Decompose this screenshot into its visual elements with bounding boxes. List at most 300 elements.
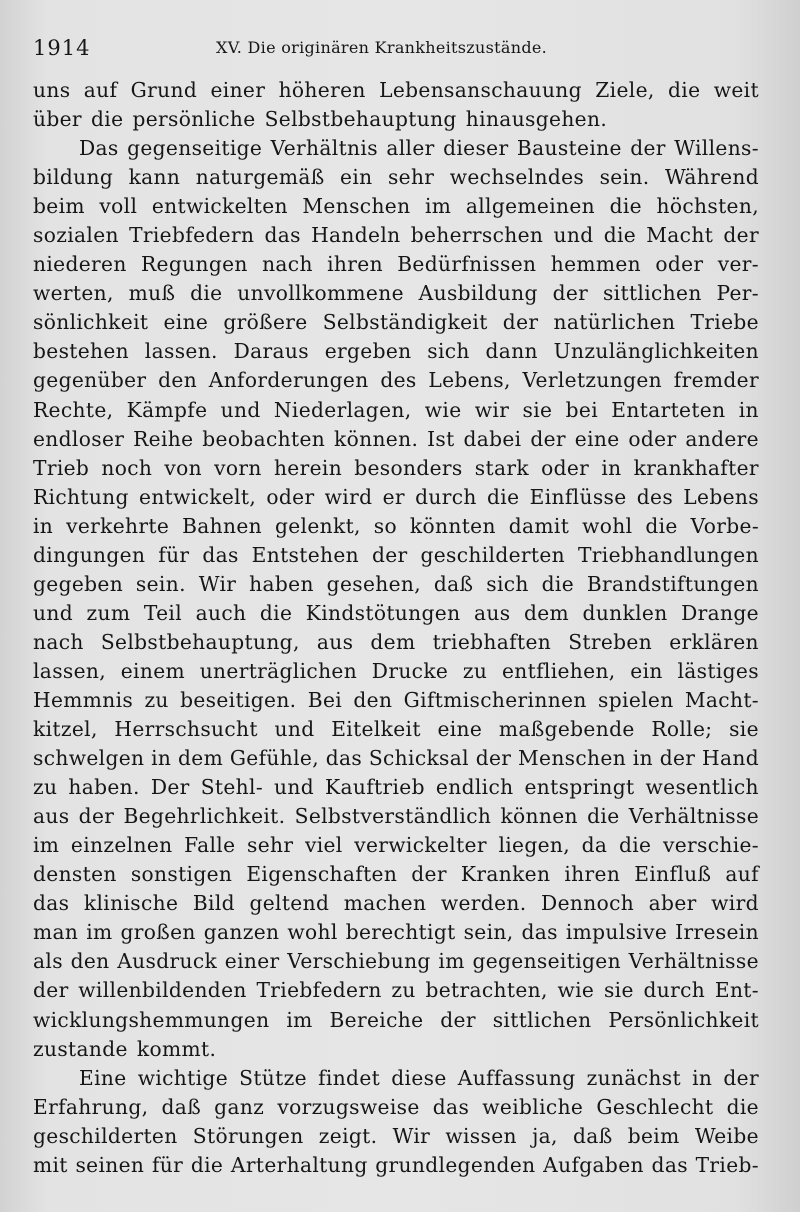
word: wechselndes — [449, 165, 585, 190]
word: sozialen — [33, 223, 119, 248]
word: der — [723, 1065, 759, 1090]
word: sie — [522, 397, 553, 422]
word: eine — [163, 310, 209, 335]
word: hinausgehen. — [465, 107, 608, 132]
word: einzelnen — [70, 833, 173, 858]
word: die — [190, 1152, 224, 1177]
word: die — [587, 804, 620, 829]
word: zustande — [33, 1036, 128, 1061]
word: oder — [628, 426, 677, 451]
word: können. — [334, 426, 419, 451]
word: Bei — [307, 687, 343, 712]
text-line — [33, 512, 759, 541]
word: der — [630, 136, 666, 161]
text-line — [33, 396, 759, 425]
word: Gefühle, — [229, 746, 319, 771]
word: densten — [33, 862, 117, 887]
word: die — [609, 194, 642, 219]
text-line — [33, 831, 759, 860]
word: Verletzungen — [522, 368, 663, 393]
word: sein. — [135, 571, 186, 596]
word: eine — [437, 717, 483, 742]
running-head: XV. Die originären Krankheitszustände. — [216, 38, 548, 57]
word: Handeln — [311, 223, 401, 248]
word: von — [164, 455, 203, 480]
word: daß — [161, 1094, 202, 1119]
word: entspringt — [524, 775, 635, 800]
word: in — [601, 455, 622, 480]
word: ergeben — [324, 339, 412, 364]
text-line — [33, 889, 759, 918]
word: Ziele, — [595, 78, 655, 102]
word: Streben — [568, 629, 653, 654]
word: Drucke — [371, 658, 449, 683]
text-line — [33, 1151, 759, 1180]
text-line — [33, 134, 759, 163]
word: die — [487, 484, 520, 509]
word: voll — [99, 194, 138, 219]
word: nach — [33, 629, 84, 654]
word: sonstigen — [130, 862, 233, 887]
word: ihren — [564, 862, 621, 887]
word: haben — [249, 571, 314, 596]
word: wie — [557, 978, 595, 1003]
word: Lebens, — [428, 368, 511, 393]
word: Willens- — [674, 136, 759, 161]
word: ihren — [327, 252, 383, 277]
word: berechtigt — [345, 920, 456, 945]
word: auf — [83, 78, 118, 102]
word: oder — [655, 252, 704, 277]
word: Falle — [184, 833, 236, 858]
word: der — [723, 223, 759, 248]
word: hemmen — [550, 252, 642, 277]
word: Entstehen — [251, 542, 360, 567]
word: und — [220, 397, 261, 422]
word: Stütze — [239, 1065, 307, 1090]
word: dieser — [443, 136, 509, 161]
text-line — [33, 425, 759, 454]
word: in — [738, 397, 759, 422]
word: das — [33, 891, 70, 916]
word: größere — [223, 310, 308, 335]
word: lästiges — [677, 658, 759, 683]
word: einem — [120, 658, 185, 683]
word: daß — [433, 571, 474, 596]
page-header — [33, 36, 760, 60]
word: Dennoch — [541, 891, 635, 916]
word: geschilderten — [420, 542, 566, 567]
text-line — [33, 860, 759, 889]
word: sehr — [246, 833, 294, 858]
word: wird — [324, 484, 373, 509]
word: durch — [643, 978, 706, 1003]
word: Ent- — [714, 978, 759, 1003]
word: gegenüber — [33, 368, 147, 393]
word: der — [371, 542, 408, 567]
word: geschilderten — [33, 1123, 178, 1148]
word: niederen — [33, 252, 127, 277]
word: mit — [33, 1152, 68, 1177]
word: Selbstbehauptung, — [100, 629, 300, 654]
word: die — [667, 78, 701, 102]
word: des — [380, 368, 417, 393]
word: Entarteten — [611, 397, 726, 422]
word: entfliehen, — [501, 658, 616, 683]
word: ver- — [717, 252, 759, 277]
text-line — [33, 192, 759, 221]
word: sein. — [599, 165, 650, 190]
word: im — [86, 920, 113, 945]
word: Richtung — [33, 484, 129, 509]
text-line — [33, 657, 759, 686]
word: Macht- — [684, 687, 759, 712]
word: Trieb- — [695, 1152, 759, 1177]
word: viel — [304, 833, 343, 858]
word: Regungen — [141, 252, 248, 277]
word: zu — [462, 658, 488, 683]
word: Einfluß — [634, 862, 712, 887]
word: Verhältnis — [270, 136, 378, 161]
word: für — [158, 542, 190, 567]
word: Kindstötungen — [305, 600, 461, 625]
body-text — [33, 76, 759, 1180]
word: unvollkommene — [237, 281, 404, 306]
word: beim — [33, 194, 85, 219]
word: den — [70, 949, 110, 974]
word: da — [581, 833, 608, 858]
word: Verhältnisse — [628, 949, 759, 974]
word: der — [552, 281, 589, 306]
word: endloser — [33, 426, 125, 451]
word: kommt. — [136, 1036, 217, 1061]
word: Triebfedern — [129, 223, 255, 248]
word: in — [632, 746, 653, 771]
word: Aufgaben — [543, 1152, 644, 1177]
word: aus — [473, 600, 511, 625]
word: gegenseitigen — [472, 949, 621, 974]
word: Ausbildung — [418, 281, 538, 306]
word: Selbständigkeit — [322, 310, 488, 335]
word: Erfahrung, — [33, 1094, 149, 1119]
word: sich — [486, 571, 529, 596]
word: gegenseitige — [127, 136, 263, 161]
word: lassen. — [144, 339, 218, 364]
word: liegen, — [498, 833, 571, 858]
word: dingungen — [33, 542, 146, 567]
word: seinen — [75, 1152, 145, 1177]
word: Bereiche — [329, 1007, 424, 1032]
text-line — [33, 1064, 759, 1093]
word: dunklen — [582, 600, 668, 625]
word: aller — [386, 136, 435, 161]
word: Irresein — [675, 920, 759, 945]
word: im — [438, 949, 465, 974]
word: ganzen — [203, 920, 280, 945]
word: das — [521, 920, 558, 945]
word: allgemeinen — [465, 194, 596, 219]
word: Kauftrieb — [325, 775, 425, 800]
text-line — [33, 744, 759, 773]
text-line — [33, 76, 759, 105]
word: die — [603, 223, 637, 248]
word: in — [33, 513, 54, 538]
text-line — [33, 773, 759, 802]
word: wissen — [445, 1123, 517, 1148]
word: Verhältnisse — [628, 804, 759, 829]
word: ganz — [214, 1094, 265, 1119]
text-line — [33, 163, 759, 192]
text-line — [33, 541, 759, 570]
word: Der — [150, 775, 190, 800]
word: zunächst — [586, 1065, 681, 1090]
word: werten, — [33, 281, 114, 306]
word: verschie- — [662, 833, 759, 858]
word: Lebens — [683, 484, 759, 509]
word: das — [325, 746, 363, 771]
word: Triebhandlungen — [577, 542, 759, 567]
text-line — [33, 337, 759, 366]
word: Auffassung — [457, 1065, 576, 1090]
word: Geschlecht — [596, 1094, 714, 1119]
word: muß — [128, 281, 176, 306]
word: wir — [474, 397, 510, 422]
text-line — [33, 366, 759, 395]
word: nach — [262, 252, 313, 277]
text-line — [33, 628, 759, 657]
word: und — [553, 223, 594, 248]
word: wohl — [287, 920, 338, 945]
text-line — [33, 715, 759, 744]
word: der — [475, 746, 512, 771]
word: Während — [664, 165, 759, 190]
word: fremder — [673, 368, 759, 393]
word: Niederlagen, — [273, 397, 412, 422]
word: Weibe — [694, 1123, 759, 1148]
text-line — [33, 308, 759, 337]
word: bildung — [33, 165, 114, 190]
word: Selbstverständlich — [294, 804, 492, 829]
word: geltend — [249, 891, 330, 916]
text-line — [33, 686, 759, 715]
text-line — [33, 1006, 759, 1035]
word: einer — [224, 949, 280, 974]
word: Lebensanschauung — [379, 78, 582, 102]
word: zu — [391, 978, 416, 1003]
word: werden. — [440, 891, 527, 916]
word: sie — [729, 717, 759, 742]
word: Macht — [646, 223, 714, 248]
word: die — [91, 107, 124, 132]
word: wird — [711, 891, 759, 916]
word: sittlichen — [602, 281, 702, 306]
word: und — [33, 600, 73, 625]
word: höheren — [278, 78, 366, 102]
word: damit — [508, 513, 570, 538]
word: Eitelkeit — [331, 717, 421, 742]
word: Daraus — [233, 339, 309, 364]
word: maßgebende — [498, 717, 635, 742]
text-line — [33, 483, 759, 512]
word: können — [500, 804, 578, 829]
word: haben. — [68, 775, 140, 800]
word: findet — [318, 1065, 381, 1090]
text-line — [33, 454, 759, 483]
word: kann — [128, 165, 181, 190]
word: dann — [485, 339, 538, 364]
word: diese — [391, 1065, 447, 1090]
word: zu — [144, 687, 169, 712]
word: vorn — [214, 455, 262, 480]
word: wesentlich — [645, 775, 759, 800]
word: oder — [541, 455, 590, 480]
word: die — [645, 513, 678, 538]
word: Teil — [143, 600, 183, 625]
word: Wir — [392, 1123, 431, 1148]
word: Persönlichkeit — [608, 1007, 759, 1032]
word: im — [286, 1007, 313, 1032]
word: den — [158, 368, 198, 393]
word: spielen — [598, 687, 674, 712]
word: höchsten, — [656, 194, 759, 219]
word: beobachten — [202, 426, 326, 451]
word: dem — [370, 629, 416, 654]
word: gelenkt, — [274, 513, 361, 538]
word: aus — [316, 629, 354, 654]
word: Bausteine — [516, 136, 622, 161]
text-line — [33, 105, 759, 134]
word: bestehen — [33, 339, 130, 364]
word: beseitigen. — [180, 687, 297, 712]
word: wohl — [582, 513, 633, 538]
word: Vorbe- — [690, 513, 759, 538]
word: Giftmischerinnen — [403, 687, 587, 712]
word: ein — [340, 165, 373, 190]
page-number: 1914 — [33, 36, 91, 60]
word: andere — [685, 426, 759, 451]
word: gegeben — [33, 571, 124, 596]
word: noch — [101, 455, 153, 480]
word: Ist — [427, 426, 455, 451]
word: sich — [427, 339, 470, 364]
word: das — [432, 1094, 470, 1119]
word: der — [411, 862, 447, 887]
word: entwickelt, — [139, 484, 257, 509]
word: willenbildenden — [78, 978, 247, 1003]
word: Grund — [130, 78, 198, 102]
word: als — [33, 949, 63, 974]
word: natürlichen — [553, 310, 676, 335]
word: großen — [120, 920, 196, 945]
word: endlich — [435, 775, 514, 800]
word: Ausdruck — [117, 949, 218, 974]
word: Das — [79, 136, 119, 161]
word: Schicksal — [368, 746, 469, 771]
word: in — [151, 746, 172, 771]
word: daß — [573, 1123, 613, 1148]
text-line — [33, 599, 759, 628]
word: weit — [713, 78, 759, 102]
word: auch — [195, 600, 247, 625]
word: Bedürfnissen — [397, 252, 537, 277]
text-line — [33, 1035, 759, 1064]
word: krankhafter — [633, 455, 759, 480]
word: besonders — [354, 455, 463, 480]
word: aber — [648, 891, 697, 916]
word: der — [440, 1007, 476, 1032]
word: auf — [725, 862, 759, 887]
word: Arterhaltung — [230, 1152, 368, 1177]
word: des — [636, 484, 674, 509]
text-line — [33, 976, 759, 1005]
text-line — [33, 947, 759, 976]
word: oder — [266, 484, 315, 509]
word: Stehl- — [200, 775, 263, 800]
text-line — [33, 570, 759, 599]
word: lassen, — [33, 658, 107, 683]
word: Rolle; — [651, 717, 713, 742]
word: beim — [627, 1123, 680, 1148]
word: Herrschsucht — [114, 717, 258, 742]
word: sittlichen — [492, 1007, 592, 1032]
word: gesehen, — [326, 571, 422, 596]
word: für — [151, 1152, 184, 1177]
word: sehr — [387, 165, 435, 190]
word: die — [259, 600, 293, 625]
word: durch — [415, 484, 477, 509]
word: Wir — [198, 571, 237, 596]
word: dem — [178, 746, 224, 771]
word: und — [274, 775, 315, 800]
word: das — [651, 1152, 688, 1177]
word: Störungen — [192, 1123, 304, 1148]
word: impulsive — [565, 920, 668, 945]
word: der — [502, 310, 539, 335]
text-line — [33, 1093, 759, 1122]
word: aus — [33, 804, 70, 829]
word: zu — [33, 775, 58, 800]
word: die — [726, 1094, 759, 1119]
word: dem — [523, 600, 570, 625]
text-line — [33, 1122, 759, 1151]
word: Verschiebung — [287, 949, 431, 974]
word: ein — [630, 658, 663, 683]
word: Eine — [79, 1065, 127, 1090]
word: so — [373, 513, 397, 538]
word: weibliche — [482, 1094, 584, 1119]
word: Drange — [681, 600, 759, 625]
word: Bahnen — [182, 513, 263, 538]
text-line — [33, 802, 759, 831]
word: der — [78, 804, 115, 829]
word: eine — [574, 426, 620, 451]
word: bei — [565, 397, 599, 422]
word: Kranken — [460, 862, 551, 887]
text-line — [33, 221, 759, 250]
word: sein, — [463, 920, 514, 945]
text-line — [33, 250, 759, 279]
word: die — [190, 281, 223, 306]
word: im — [425, 194, 452, 219]
word: Kämpfe — [126, 397, 208, 422]
word: naturgemäß — [195, 165, 325, 190]
word: das — [264, 223, 301, 248]
word: Reihe — [133, 426, 194, 451]
text-line — [33, 279, 759, 308]
word: verkehrte — [66, 513, 170, 538]
word: Eigenschaften — [246, 862, 398, 887]
word: schwelgen — [33, 746, 145, 771]
